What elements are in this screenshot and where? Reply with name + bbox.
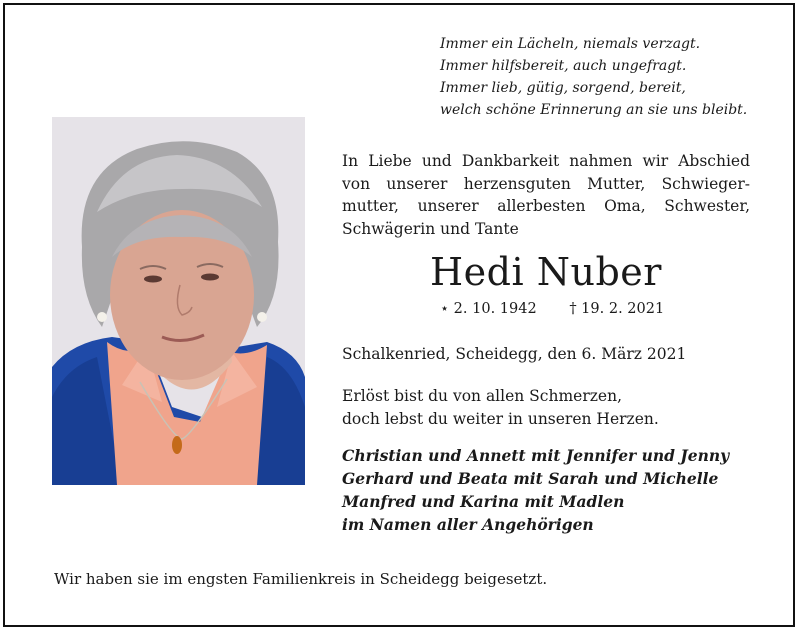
place-and-date: Schalkenried, Scheidegg, den 6. März 2021 <box>342 345 687 363</box>
mourner-line: Christian und Annett mit Jennifer und Jenny <box>342 446 730 465</box>
farewell-intro <box>342 150 750 240</box>
burial-note: Wir haben sie im engsten Familienkreis in Scheidegg beigesetzt. <box>54 570 548 588</box>
poem-line: Immer ein Lächeln, niemals verzagt. <box>440 36 701 52</box>
intro-line: In Liebe und Dankbarkeit nahmen wir Abschied <box>342 152 750 170</box>
portrait-photo <box>52 117 305 485</box>
poem-line: Immer hilfsbereit, auch ungefragt. <box>440 58 687 74</box>
mourner-line: im Namen aller Angehörigen <box>342 515 594 534</box>
life-dates <box>440 298 692 320</box>
poem-line: Immer lieb, gütig, sorgend, bereit, <box>440 80 686 96</box>
birth-date: ⋆ 2. 10. 1942 <box>440 301 537 317</box>
closing-verse <box>342 385 659 430</box>
intro-line: von unserer herzensguten Mutter, Schwieger- <box>342 174 750 193</box>
poem-line: welch schöne Erinnerung an sie uns bleibt. <box>440 102 748 118</box>
mourners-list <box>342 444 729 536</box>
intro-line: Schwägerin und Tante <box>342 219 519 238</box>
deceased-name: Hedi Nuber <box>430 250 662 294</box>
verse-line: Erlöst bist du von allen Schmerzen, <box>342 387 622 405</box>
intro-line: mutter, unserer allerbesten Oma, Schwester, <box>342 197 750 215</box>
mourner-line: Gerhard und Beata mit Sarah und Michelle <box>342 469 719 488</box>
memorial-poem <box>440 33 750 121</box>
death-date: † 19. 2. 2021 <box>569 301 665 317</box>
mourner-line: Manfred und Karina mit Madlen <box>342 492 625 511</box>
verse-line: doch lebst du weiter in unseren Herzen. <box>342 409 659 428</box>
